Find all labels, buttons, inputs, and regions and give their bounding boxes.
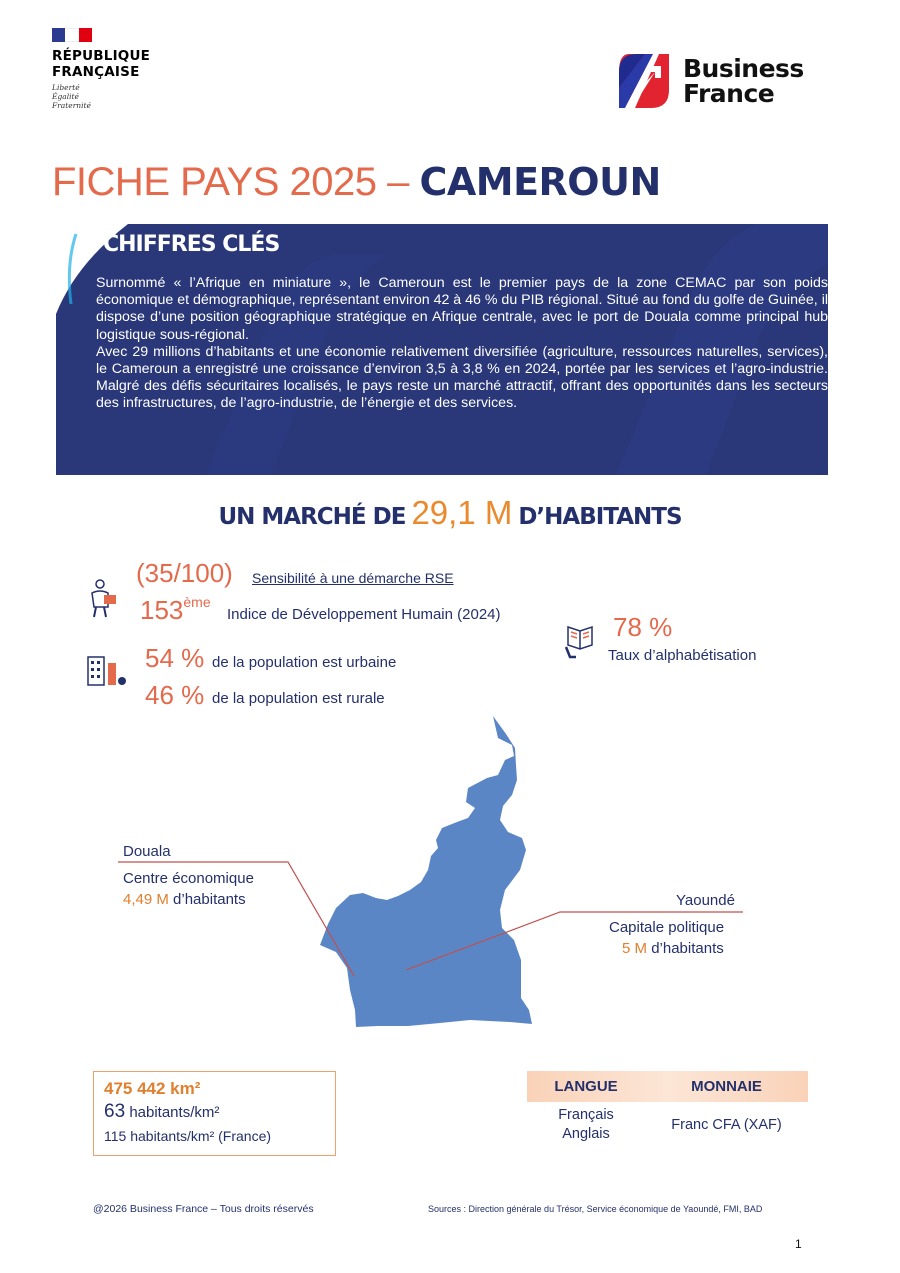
currency-value: Franc CFA (XAF) [671,1117,782,1133]
language-values [527,1106,645,1144]
language-1: Français [558,1107,614,1123]
yaounde-role: Capitale politique [609,919,725,936]
douala-population [123,891,246,908]
footer-sources: Sources : Direction générale du Trésor, Service économique de Yaoundé, FMI, BAD [428,1204,763,1214]
rf-motto-1: Liberté [52,83,80,92]
bf-line1: Business [683,54,804,83]
key-figures-paragraph-2: Avec 29 millions d’habitants et une économie relativement diversifiée (agriculture, ressources naturelles, services), le Cameroun a enregistré une croissance d’environ 3,5 à 3,8 % en 2024, portée par les services et l’agro-industrie. Malgré des défis sécuritaires localisés, le pays reste un marché attractif, offrant des opportunités dans les secteurs des infrastructures, de l’agro-industrie, de l’énergie et des services. [96,343,828,412]
language-header: LANGUE [554,1078,618,1095]
douala-role: Centre économique [123,870,254,887]
douala-name: Douala [123,843,171,860]
literacy-label: Taux d’alphabétisation [608,647,757,664]
urban-label: de la population est urbaine [212,654,397,671]
currency-header: MONNAIE [691,1078,762,1095]
market-suffix: D’HABITANTS [518,504,682,530]
douala-pop-value: 4,49 M [123,891,169,908]
language-2: Anglais [562,1126,610,1142]
area-box [93,1071,336,1156]
density-label: habitants/km² [129,1104,220,1121]
key-figures-paragraph-1: Surnommé « l’Afrique en miniature », le Cameroun est le premier pays de la zone CEMAC par son poids économique et démographique, représentant environ 42 à 46 % du PIB régional. Situé au fond du golfe de Guinée, il dispose d’une position géographique stratégique en Afrique centrale, avec le port de Douala comme principal hub logistique sous-régional. [96,275,828,343]
market-value: 29,1 M [411,494,513,531]
surface-area: 475 442 km² [104,1079,201,1098]
idh-ordinal: ème [183,594,211,610]
yaounde-population [622,940,724,957]
rf-motto-3: Fraternité [52,101,91,110]
footer-copyright: @2026 Business France – Tous droits réservés [93,1203,314,1215]
idh-rank: 153 [140,595,184,625]
language-currency-header [527,1071,808,1102]
market-prefix: UN MARCHÉ DE [218,504,406,530]
bf-line2: France [683,79,775,108]
density-value: 63 [104,1101,126,1122]
key-figures-title: CHIFFRES CLÉS [103,232,280,257]
france-density: 115 habitants/km² (France) [104,1128,272,1144]
language-currency-values [527,1106,808,1144]
rse-value: (35/100) [136,558,233,588]
title-country: CAMEROUN [419,160,661,204]
yaounde-name: Yaoundé [676,892,735,909]
douala-pop-suffix: d’habitants [173,891,246,908]
rf-name-line1: RÉPUBLIQUE [52,48,151,64]
density [104,1100,335,1125]
yaounde-pop-value: 5 M [622,940,648,957]
title-part1: FICHE PAYS 2025 – [52,160,420,204]
language-currency-table [527,1071,808,1144]
rse-label: Sensibilité à une démarche RSE [252,570,454,586]
page-number: 1 [795,1237,802,1251]
rural-label: de la population est rurale [212,690,385,707]
urban-value: 54 % [145,643,205,673]
idh-label: Indice de Développement Humain (2024) [227,606,501,623]
literacy-value: 78 % [613,612,673,642]
rf-motto-2: Égalité [52,92,79,101]
rural-value: 46 % [145,680,205,710]
cameroon-shape [320,716,532,1027]
rf-name-line2: FRANÇAISE [52,64,140,80]
yaounde-pop-suffix: d’habitants [651,940,724,957]
